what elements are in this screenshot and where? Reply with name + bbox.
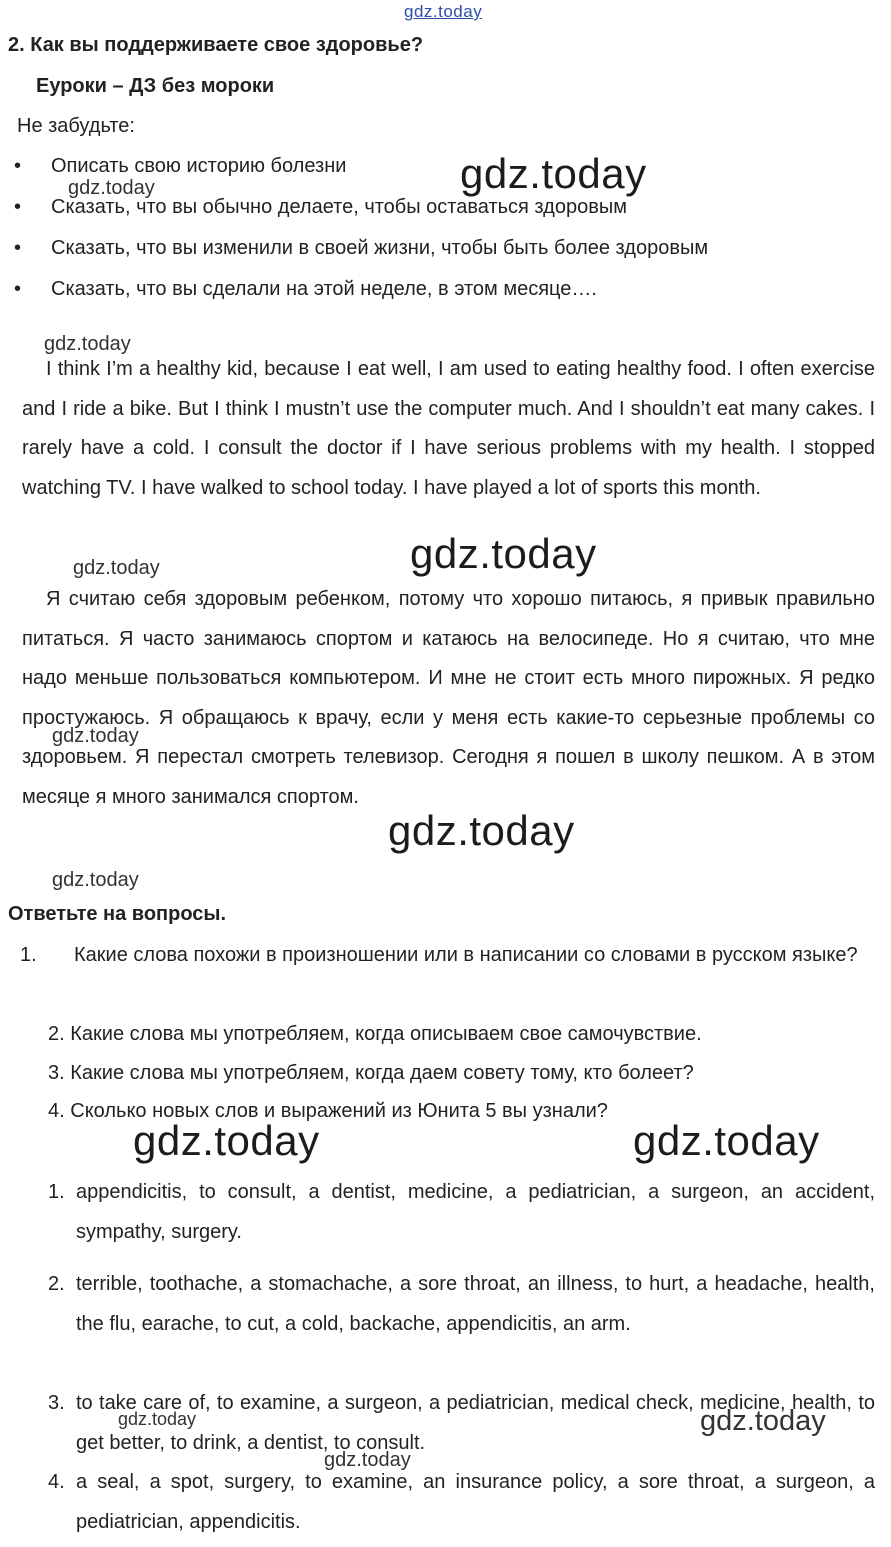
watermark-large: gdz.today bbox=[388, 807, 575, 854]
list-item-text: Описать свою историю болезни bbox=[51, 155, 347, 177]
question-text: Сколько новых слов и выражений из Юнита 5 вы узнали? bbox=[70, 1100, 608, 1122]
watermark-large: gdz.today bbox=[460, 150, 647, 197]
answer-text: terrible, toothache, a stomachache, a sore throat, an illness, to hurt, a headache, health, the flu, earache, to cut, a cold, backache, appendicitis, an arm. bbox=[76, 1273, 875, 1335]
answer-text: to take care of, to examine, a surgeon, a pediatrician, medical check, medicine, health, to get better, to drink, a dentist, to consult. bbox=[76, 1392, 875, 1454]
bullet-icon: • bbox=[14, 237, 22, 259]
watermark-small: gdz.today bbox=[52, 869, 139, 891]
subtitle: Еуроки – ДЗ без мороки bbox=[36, 75, 275, 97]
answer-item bbox=[48, 1462, 875, 1542]
question-number: 2. bbox=[48, 1023, 65, 1045]
answer-item bbox=[48, 1172, 875, 1252]
question-text: Какие слова мы употребляем, когда описываем свое самочувствие. bbox=[70, 1023, 702, 1045]
questions-heading: Ответьте на вопросы. bbox=[8, 903, 227, 925]
answer-number: 4. bbox=[48, 1471, 65, 1493]
question-item bbox=[48, 1014, 875, 1054]
question-text: Какие слова похожи в произношении или в написании со словами в русском языке? bbox=[74, 944, 858, 966]
watermark-small: gdz.today bbox=[700, 1405, 826, 1437]
watermark-small: gdz.today bbox=[44, 333, 131, 355]
question-text: Какие слова мы употребляем, когда даем совету тому, кто болеет? bbox=[70, 1062, 694, 1084]
question-item bbox=[20, 935, 875, 975]
list-item-text: Сказать, что вы обычно делаете, чтобы оставаться здоровым bbox=[51, 196, 627, 218]
answer-number: 1. bbox=[48, 1181, 65, 1203]
bullet-icon: • bbox=[14, 278, 22, 300]
list-item-text: Сказать, что вы сделали на этой неделе, в этом месяце…. bbox=[51, 278, 597, 300]
list-item-text: Сказать, что вы изменили в своей жизни, чтобы быть более здоровым bbox=[51, 237, 709, 259]
answer-text: appendicitis, to consult, a dentist, medicine, a pediatrician, a surgeon, an accident, sympathy, surgery. bbox=[76, 1181, 875, 1243]
list-item bbox=[14, 270, 597, 310]
task-title: 2. Как вы поддерживаете свое здоровье? bbox=[8, 34, 424, 56]
answer-number: 3. bbox=[48, 1392, 65, 1414]
english-answer-paragraph: I think I’m a healthy kid, because I eat well, I am used to eating healthy food. I often exercise and I ride a bike. But I think I mustn’t use the computer much. And I shouldn’t eat many cakes. I rarely have a cold. I consult the doctor if I have serious problems with my health. I stopped watching TV. I have walked to school today. I have played a lot of sports this month. bbox=[22, 358, 875, 499]
watermark-large: gdz.today bbox=[410, 530, 597, 577]
watermark-small: gdz.today bbox=[324, 1449, 411, 1471]
answer-number: 2. bbox=[48, 1273, 65, 1295]
watermark-small: gdz.today bbox=[68, 177, 155, 199]
bullet-icon: • bbox=[14, 155, 22, 177]
question-item bbox=[48, 1053, 875, 1093]
question-number: 4. bbox=[48, 1100, 65, 1122]
watermark-large: gdz.today bbox=[133, 1117, 320, 1164]
reminder-label: Не забудьте: bbox=[17, 115, 135, 137]
answer-text: a seal, a spot, surgery, to examine, an insurance policy, a sore throat, a surgeon, a pediatrician, appendicitis. bbox=[76, 1471, 875, 1533]
question-number: 3. bbox=[48, 1062, 65, 1084]
list-item bbox=[14, 229, 709, 269]
watermark-small: gdz.today bbox=[52, 725, 139, 747]
answer-item bbox=[48, 1264, 875, 1344]
watermark-large: gdz.today bbox=[633, 1117, 820, 1164]
bullet-icon: • bbox=[14, 196, 22, 218]
top-watermark-link[interactable]: gdz.today bbox=[404, 2, 483, 21]
russian-translation-paragraph: Я считаю себя здоровым ребенком, потому что хорошо питаюсь, я привык правильно питаться. Я часто занимаюсь спортом и катаюсь на велосипеде. Но я считаю, что мне надо меньше пользоваться компьютером. И мне не стоит есть много пирожных. Я редко простужаюсь. Я обращаюсь к врачу, если у меня есть какие-то серьезные проблемы со здоровьем. Я перестал смотреть телевизор. Сегодня я пошел в школу пешком. А в этом месяце я много занимался спортом. bbox=[22, 588, 875, 808]
list-item bbox=[14, 147, 347, 187]
watermark-small: gdz.today bbox=[118, 1409, 197, 1429]
question-number: 1. bbox=[20, 944, 37, 966]
watermark-small: gdz.today bbox=[73, 557, 160, 579]
